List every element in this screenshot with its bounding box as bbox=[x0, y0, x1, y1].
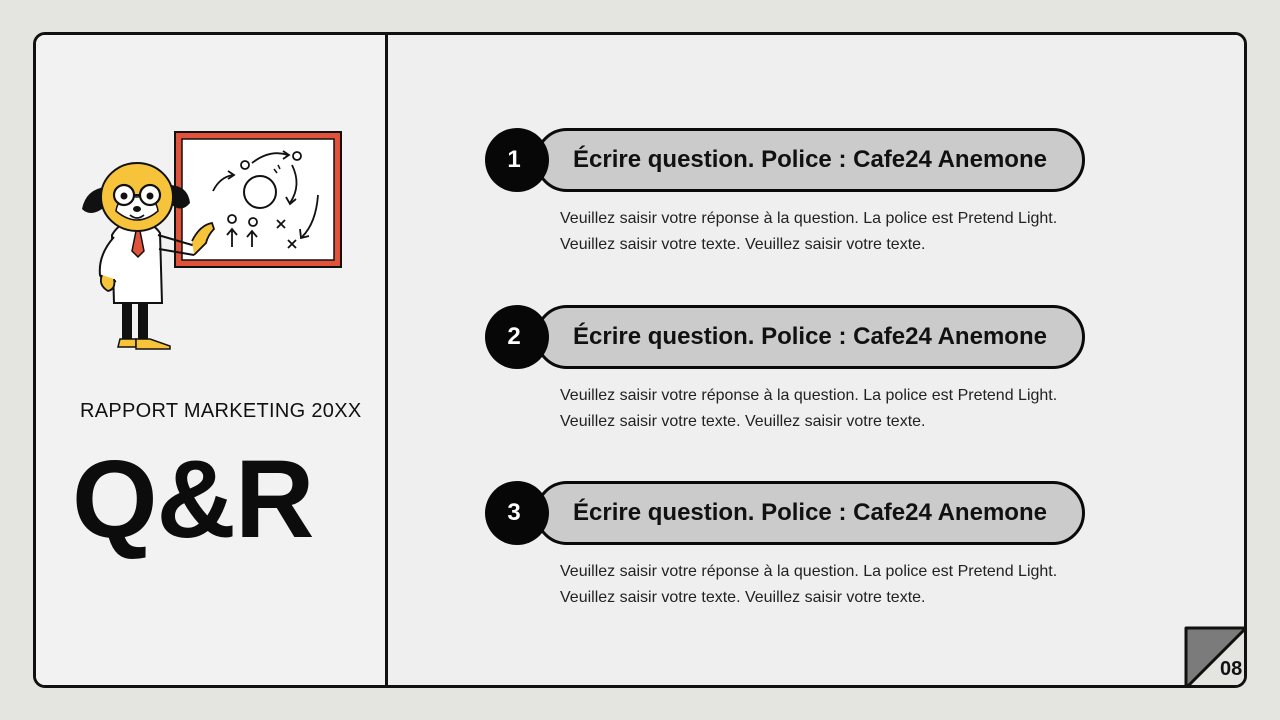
qa-list bbox=[388, 35, 1244, 685]
report-subtitle: RAPPORT MARKETING 20XX bbox=[80, 400, 362, 422]
number-badge: 1 bbox=[485, 128, 549, 192]
qa-item-2 bbox=[485, 305, 1125, 430]
answer-line-2: Veuillez saisir votre texte. Veuillez saisir votre texte. bbox=[560, 236, 926, 253]
qa-item-1 bbox=[485, 128, 1125, 253]
answer-text bbox=[560, 383, 1120, 435]
number-badge: 3 bbox=[485, 481, 549, 545]
page-number: 08 bbox=[1220, 658, 1243, 680]
page-title: Q&R bbox=[72, 438, 314, 561]
left-panel bbox=[36, 35, 388, 685]
slide-frame bbox=[33, 32, 1247, 688]
answer-line-2: Veuillez saisir votre texte. Veuillez saisir votre texte. bbox=[560, 413, 926, 430]
question-pill: Écrire question. Police : Cafe24 Anemone bbox=[535, 305, 1085, 369]
answer-line-1: Veuillez saisir votre réponse à la question. La police est Pretend Light. bbox=[560, 563, 1058, 580]
presenter-dog-illustration bbox=[80, 125, 350, 355]
answer-text bbox=[560, 206, 1120, 258]
question-pill: Écrire question. Police : Cafe24 Anemone bbox=[535, 128, 1085, 192]
answer-line-1: Veuillez saisir votre réponse à la question. La police est Pretend Light. bbox=[560, 210, 1058, 227]
qa-item-3 bbox=[485, 481, 1125, 606]
answer-text bbox=[560, 559, 1120, 611]
answer-line-1: Veuillez saisir votre réponse à la question. La police est Pretend Light. bbox=[560, 387, 1058, 404]
number-badge: 2 bbox=[485, 305, 549, 369]
answer-line-2: Veuillez saisir votre texte. Veuillez saisir votre texte. bbox=[560, 589, 926, 606]
question-pill: Écrire question. Police : Cafe24 Anemone bbox=[535, 481, 1085, 545]
